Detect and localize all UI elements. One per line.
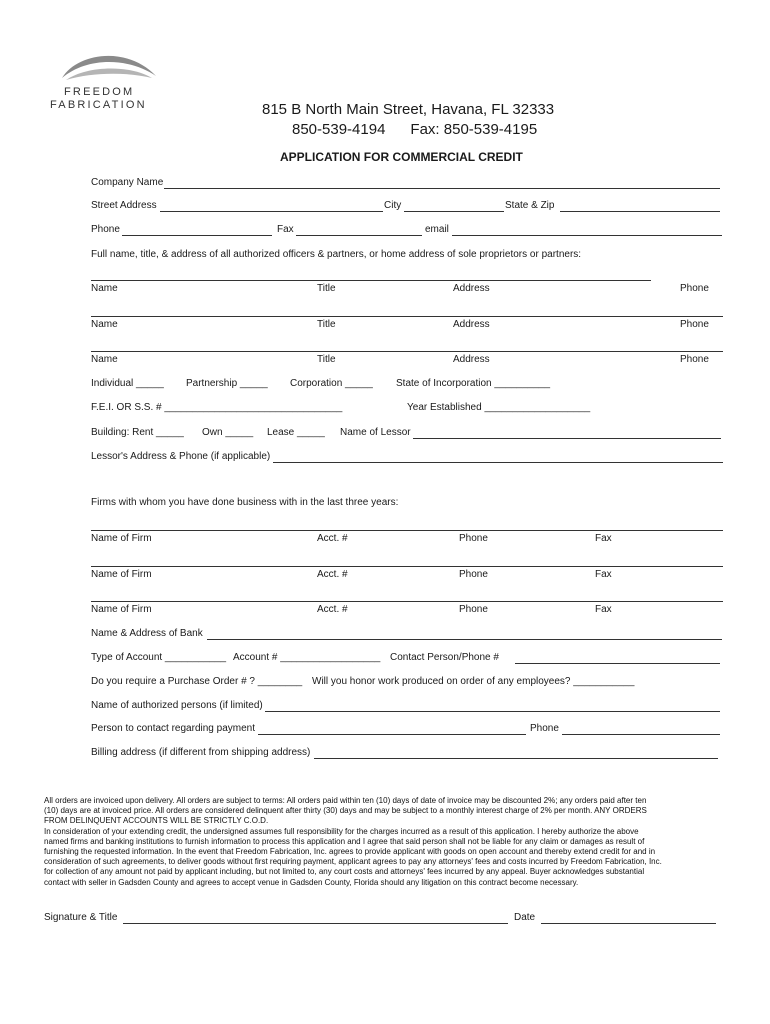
bank-name-label: Name & Address of Bank: [91, 628, 203, 639]
terms-line: In consideration of your extending credit, the undersigned assumes full responsibility for the charges incurred as a result of this application. I hereby authorize the above: [44, 826, 639, 836]
company-name-field[interactable]: [164, 188, 720, 189]
building-lease-field[interactable]: Lease _____: [267, 427, 325, 438]
phone-field[interactable]: [122, 235, 272, 236]
date-label: Date: [514, 912, 536, 923]
billing-address-field[interactable]: [314, 758, 718, 759]
building-own-field[interactable]: Own _____: [202, 427, 254, 438]
officer-row-1-field[interactable]: [91, 280, 651, 281]
company-logo: [48, 46, 168, 116]
terms-paragraph: [44, 796, 734, 888]
payment-phone-field[interactable]: [562, 734, 720, 735]
terms-line: consideration of such agreements, to deliver goods without first requiring payment, applicant agrees to pay any attorneys' fees and costs incurred by Freedom Fabrication, Inc.: [44, 857, 662, 867]
corporation-field[interactable]: Corporation _____: [290, 378, 373, 389]
logo-line-2: FABRICATION: [50, 99, 147, 111]
firm-col-fax: Fax: [595, 533, 612, 544]
company-name-label: Company Name: [91, 177, 164, 188]
officer-col-address: Address: [453, 283, 490, 294]
officer-row-2-field[interactable]: [91, 316, 723, 317]
lessor-address-label: Lessor's Address & Phone (if applicable): [91, 451, 271, 462]
officer-col-name: Name: [91, 283, 118, 294]
date-field[interactable]: [541, 923, 716, 924]
form-title: APPLICATION FOR COMMERCIAL CREDIT: [280, 150, 523, 164]
signature-field[interactable]: [123, 923, 508, 924]
officer-col-phone: Phone: [680, 283, 709, 294]
logo-swoosh-icon: [48, 46, 168, 86]
payment-phone-label: Phone: [530, 723, 559, 734]
firm-col-phone: Phone: [459, 533, 488, 544]
officer-col-title: Title: [317, 319, 336, 330]
officer-col-address: Address: [453, 319, 490, 330]
firm-row-1-field[interactable]: [91, 530, 723, 531]
building-rent-field[interactable]: Building: Rent _____: [91, 427, 184, 438]
firm-col-phone: Phone: [459, 569, 488, 580]
firm-col-fax: Fax: [595, 604, 612, 615]
authorized-persons-label: Name of authorized persons (if limited): [91, 700, 263, 711]
firm-col-name: Name of Firm: [91, 569, 152, 580]
officer-col-name: Name: [91, 354, 118, 365]
officer-col-name: Name: [91, 319, 118, 330]
year-established-field[interactable]: Year Established ___________________: [407, 402, 591, 413]
billing-address-label: Billing address (if different from shipping address): [91, 747, 311, 758]
purchase-order-field[interactable]: Do you require a Purchase Order # ? ________: [91, 676, 303, 687]
officers-intro: Full name, title, & address of all authorized officers & partners, or home address of sole proprietors or partners:: [91, 249, 582, 260]
account-type-field[interactable]: Type of Account ___________: [91, 652, 227, 663]
city-label: City: [384, 200, 402, 211]
payment-contact-field[interactable]: [258, 734, 526, 735]
officer-col-phone: Phone: [680, 319, 709, 330]
firm-row-2-field[interactable]: [91, 566, 723, 567]
payment-contact-label: Person to contact regarding payment: [91, 723, 255, 734]
state-zip-field[interactable]: [560, 211, 720, 212]
signature-label: Signature & Title: [44, 912, 118, 923]
company-phone-fax: 850-539-4194 Fax: 850-539-4195: [292, 121, 538, 138]
lessor-name-field[interactable]: [413, 438, 721, 439]
firm-row-3-field[interactable]: [91, 601, 723, 602]
officer-col-address: Address: [453, 354, 490, 365]
logo-line-1: FREEDOM: [64, 86, 135, 98]
bank-name-field[interactable]: [207, 639, 722, 640]
terms-line: furnishing the requested information. In the event that Freedom Fabrication, Inc. agrees to provide applicant with goods on open account and thereby extend credit for and in: [44, 847, 656, 857]
fax-field[interactable]: [296, 235, 422, 236]
street-address-field[interactable]: [160, 211, 383, 212]
terms-line: for collection of any amount not paid by applicant including, but not limited to, any court costs and attorneys' fees incurred by any appeal. Buyer acknowledges substantial: [44, 867, 645, 877]
individual-field[interactable]: Individual _____: [91, 378, 164, 389]
terms-line: contact with seller in Gadsden County and agrees to accept venue in Gadsden County, Florida should any litigation on this contract become necessary.: [44, 877, 579, 887]
officer-col-title: Title: [317, 283, 336, 294]
phone-label: Phone: [91, 224, 120, 235]
account-number-field[interactable]: Account # __________________: [233, 652, 381, 663]
state-of-incorporation-field[interactable]: State of Incorporation __________: [396, 378, 551, 389]
city-field[interactable]: [404, 211, 504, 212]
state-zip-label: State & Zip: [505, 200, 555, 211]
company-address: 815 B North Main Street, Havana, FL 32333: [262, 101, 555, 118]
officer-col-title: Title: [317, 354, 336, 365]
contact-person-field[interactable]: [515, 663, 720, 664]
firm-col-acct: Acct. #: [317, 569, 348, 580]
officer-col-phone: Phone: [680, 354, 709, 365]
officer-row-3-field[interactable]: [91, 351, 723, 352]
authorized-persons-field[interactable]: [265, 711, 720, 712]
email-label: email: [425, 224, 449, 235]
firm-col-acct: Acct. #: [317, 533, 348, 544]
firm-col-phone: Phone: [459, 604, 488, 615]
email-field[interactable]: [452, 235, 722, 236]
lessor-name-label: Name of Lessor: [340, 427, 411, 438]
honor-work-field[interactable]: Will you honor work produced on order of any employees? ___________: [312, 676, 635, 687]
terms-line: (10) days are at invoiced price. All orders are considered delinquent after thirty (30) days and may be subject to a monthly interest charge of 2% per month. ANY ORDERS: [44, 806, 647, 816]
firm-col-acct: Acct. #: [317, 604, 348, 615]
firm-col-name: Name of Firm: [91, 604, 152, 615]
fax-label: Fax: [277, 224, 294, 235]
contact-person-label: Contact Person/Phone #: [390, 652, 499, 663]
terms-line: All orders are invoiced upon delivery. All orders are subject to terms: All orders paid within ten (10) days of date of invoice may be discounted 2%; any orders paid after ten: [44, 796, 647, 805]
firm-col-fax: Fax: [595, 569, 612, 580]
terms-line: FROM DELINQUENT ACCOUNTS WILL BE STRICTLY C.O.D.: [44, 816, 269, 826]
street-address-label: Street Address: [91, 200, 157, 211]
fei-ss-field[interactable]: F.E.I. OR S.S. # ________________________________: [91, 402, 343, 413]
lessor-address-field[interactable]: [273, 462, 723, 463]
partnership-field[interactable]: Partnership _____: [186, 378, 268, 389]
terms-line: named firms and banking institutions to furnish information to process this application and I agree that said person shall not be liable for any claim or damages as result of: [44, 836, 645, 846]
firms-intro: Firms with whom you have done business with in the last three years:: [91, 497, 399, 508]
firm-col-name: Name of Firm: [91, 533, 152, 544]
